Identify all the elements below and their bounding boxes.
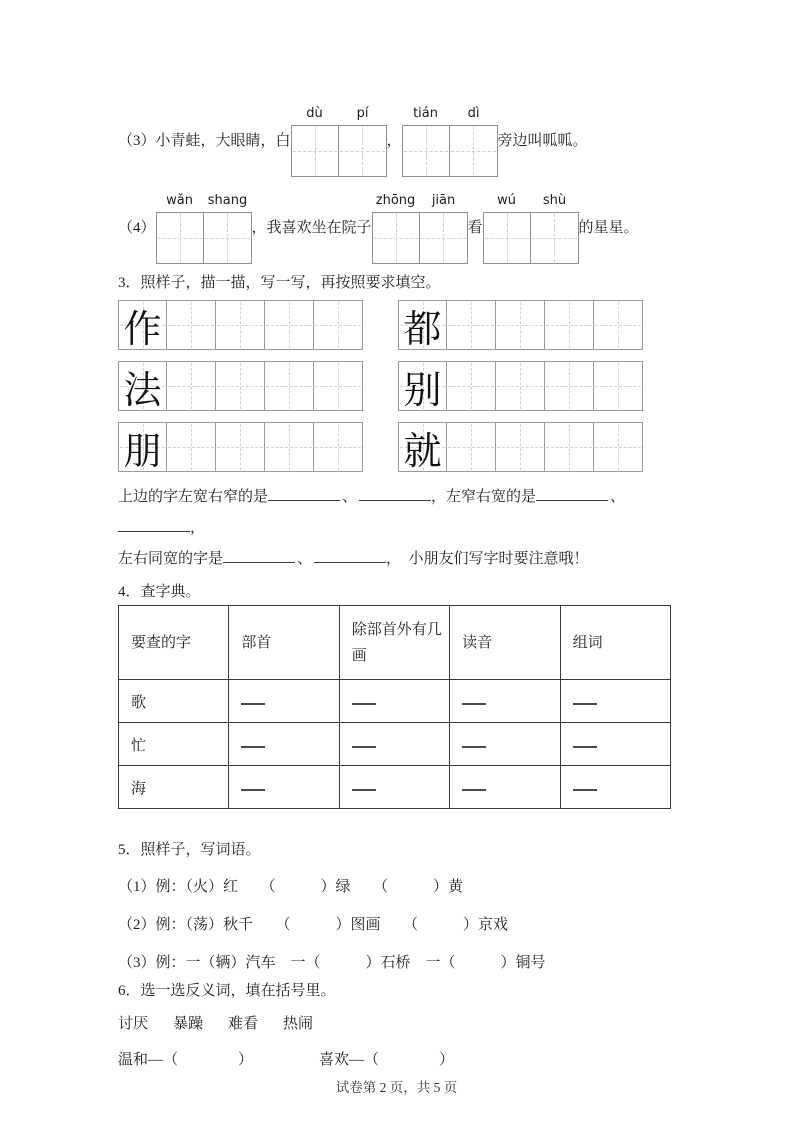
blank-dash	[241, 694, 265, 705]
writing-cells	[372, 212, 468, 264]
pinyin-labels	[402, 105, 498, 125]
table-row	[119, 680, 671, 723]
antonym-pair: 温和—（ ）	[118, 1052, 254, 1068]
pinyin-label: tián	[413, 105, 438, 121]
sub-question-3-lead: （3）小青蛙，大眼睛，白	[118, 132, 291, 149]
pinyin-label: dì	[467, 105, 480, 121]
pinyin-labels	[156, 192, 252, 212]
writing-cell	[265, 361, 314, 411]
blank-dash	[462, 780, 486, 791]
sub-question-4-mid1: ，我喜欢坐在院子	[251, 219, 372, 236]
pinyin-labels	[372, 192, 468, 212]
character-practice-grid	[118, 300, 678, 472]
writing-cells	[156, 212, 252, 264]
practice-strip-zuo	[118, 300, 365, 350]
writing-cell	[216, 300, 265, 350]
writing-cells	[402, 125, 498, 177]
dictionary-table	[118, 605, 671, 809]
fill-line-1	[118, 482, 678, 544]
fill-separator: 、	[297, 551, 313, 567]
question-5-line-2: （2）例：（荡）秋千 （ ）图画 （ ）京戏	[118, 917, 509, 933]
writing-cell	[204, 212, 252, 264]
writing-cell	[496, 422, 545, 472]
blank-dash	[241, 780, 265, 791]
pinyin-label: wǎn	[166, 192, 193, 208]
pinyin-box-wu-shu	[483, 192, 579, 264]
fill-blank	[359, 488, 431, 501]
answer-cell	[450, 680, 560, 723]
blank-dash	[352, 694, 376, 705]
pinyin-box-zhong-jian	[372, 192, 468, 264]
answer-cell	[339, 680, 449, 723]
word-bank-item: 热闹	[283, 1016, 314, 1032]
model-char: 都	[403, 308, 442, 351]
writing-cell	[339, 125, 387, 177]
table-header-cell: 部首	[229, 606, 339, 680]
writing-cell	[447, 422, 496, 472]
answer-cell	[339, 723, 449, 766]
pinyin-labels	[483, 192, 579, 212]
pinyin-label: pí	[356, 105, 369, 121]
practice-strip-peng	[118, 422, 365, 472]
target-char-cell: 忙	[119, 723, 229, 766]
target-char-cell: 歌	[119, 680, 229, 723]
question-5-line-1: （1）例：（火）红 （ ）绿 （ ）黄	[118, 879, 464, 895]
pinyin-box-du-pi	[291, 105, 387, 177]
fill-text: ，	[190, 520, 206, 536]
sub-question-3-comma: ，	[386, 132, 402, 149]
blank-dash	[352, 737, 376, 748]
writing-cell	[483, 212, 531, 264]
writing-cell	[265, 422, 314, 472]
writing-cell	[594, 422, 643, 472]
writing-cells	[483, 212, 579, 264]
question-5-line-3: （3）例：一（辆）汽车 一（ ）石桥 一（ ）铜号	[118, 955, 546, 971]
writing-cell	[496, 300, 545, 350]
table-header-cell: 读音	[450, 606, 560, 680]
writing-cell	[314, 422, 363, 472]
writing-cell	[372, 212, 420, 264]
writing-cell	[291, 125, 339, 177]
answer-cell	[450, 766, 560, 809]
table-header-cell: 除部首外有几画	[339, 606, 449, 680]
blank-dash	[573, 694, 597, 705]
writing-cell	[496, 361, 545, 411]
model-char-cell	[118, 300, 167, 350]
fill-blank	[118, 519, 190, 532]
model-char-cell	[118, 422, 167, 472]
answer-cell	[560, 766, 670, 809]
writing-cell	[156, 212, 204, 264]
table-row	[119, 723, 671, 766]
writing-cell	[314, 361, 363, 411]
table-row	[119, 766, 671, 809]
writing-cell	[314, 300, 363, 350]
writing-cell	[216, 361, 265, 411]
practice-strip-bie	[398, 361, 645, 411]
writing-cell	[216, 422, 265, 472]
writing-cells	[291, 125, 387, 177]
practice-strip-fa	[118, 361, 365, 411]
writing-cell	[167, 422, 216, 472]
fill-blank	[223, 550, 295, 563]
pinyin-label: jiān	[431, 192, 456, 208]
sub-question-4-end: 的星星。	[578, 219, 639, 236]
blank-dash	[352, 780, 376, 791]
writing-cell	[447, 361, 496, 411]
question-6-title: 6．选一选反义词，填在括号里。	[118, 983, 336, 999]
answer-cell	[450, 723, 560, 766]
model-char: 别	[403, 369, 442, 412]
writing-cell	[450, 125, 498, 177]
page-footer: 试卷第 2 页，共 5 页	[335, 1080, 458, 1095]
fill-text: ， 小朋友们写字时要注意哦！	[386, 551, 589, 567]
table-header-cell: 要查的字	[119, 606, 229, 680]
word-bank-item: 讨厌	[118, 1016, 149, 1032]
pinyin-label: zhōng	[375, 192, 416, 208]
sub-question-3	[118, 105, 678, 177]
pinyin-box-tian-di	[402, 105, 498, 177]
writing-cell	[545, 422, 594, 472]
pinyin-box-wan-shang	[156, 192, 252, 264]
fill-line-2	[118, 544, 678, 575]
blank-dash	[241, 737, 265, 748]
question-4-title: 4．查字典。	[118, 584, 201, 600]
writing-cell	[167, 361, 216, 411]
writing-cell	[545, 300, 594, 350]
answer-cell	[560, 723, 670, 766]
pinyin-label: wú	[497, 192, 516, 208]
model-char: 朋	[123, 430, 162, 473]
model-char: 就	[403, 430, 442, 473]
answer-cell	[560, 680, 670, 723]
pinyin-label: shù	[542, 192, 567, 208]
pinyin-label: dù	[306, 105, 323, 121]
antonym-pair: 喜欢—（ ）	[319, 1052, 455, 1068]
fill-blank	[314, 550, 386, 563]
fill-blank	[536, 488, 608, 501]
word-bank-item: 难看	[228, 1016, 259, 1032]
antonym-word-bank	[118, 1013, 678, 1035]
writing-cell	[545, 361, 594, 411]
model-char-cell	[398, 361, 447, 411]
blank-dash	[462, 694, 486, 705]
table-header-row	[119, 606, 671, 680]
writing-cell	[447, 300, 496, 350]
writing-cell	[402, 125, 450, 177]
fill-text: 上边的字左宽右窄的是	[118, 489, 269, 505]
model-char-cell	[118, 361, 167, 411]
fill-text: 左右同宽的字是	[118, 551, 224, 567]
writing-cell	[265, 300, 314, 350]
word-bank-item: 暴躁	[173, 1016, 204, 1032]
practice-strip-jiu	[398, 422, 645, 472]
model-char: 作	[123, 308, 162, 351]
writing-cell	[531, 212, 579, 264]
pinyin-label: shang	[207, 192, 248, 208]
writing-cell	[420, 212, 468, 264]
fill-separator: 、	[610, 489, 626, 505]
fill-text: ，左窄右宽的是	[431, 489, 537, 505]
answer-cell	[229, 766, 339, 809]
table-header-cell: 组词	[560, 606, 670, 680]
pinyin-labels	[291, 105, 387, 125]
sub-question-4-lead: （4）	[118, 219, 156, 236]
writing-cell	[594, 300, 643, 350]
sub-question-4	[118, 192, 678, 264]
writing-cell	[594, 361, 643, 411]
fill-blank	[268, 488, 340, 501]
blank-dash	[462, 737, 486, 748]
sub-question-4-mid2: 看	[467, 219, 483, 236]
fill-separator: 、	[342, 489, 358, 505]
sub-question-3-end: 旁边叫呱呱。	[497, 132, 588, 149]
blank-dash	[573, 737, 597, 748]
practice-strip-dou	[398, 300, 645, 350]
model-char-cell	[398, 300, 447, 350]
answer-cell	[229, 723, 339, 766]
answer-cell	[339, 766, 449, 809]
antonym-answer-line	[118, 1049, 678, 1071]
question-3-title: 3．照样子，描一描，写一写，再按照要求填空。	[118, 275, 441, 291]
model-char: 法	[123, 369, 162, 412]
blank-dash	[573, 780, 597, 791]
answer-cell	[229, 680, 339, 723]
question-5-title: 5．照样子，写词语。	[118, 842, 261, 858]
model-char-cell	[398, 422, 447, 472]
writing-cell	[167, 300, 216, 350]
target-char-cell: 海	[119, 766, 229, 809]
question-3-fill-text	[118, 482, 678, 575]
